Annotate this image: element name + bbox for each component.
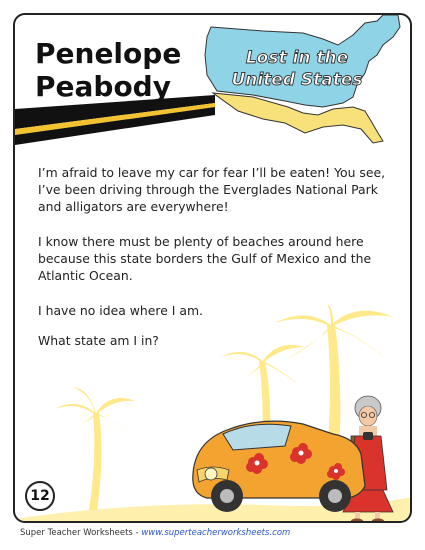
story-paragraph-4: What state am I in? <box>38 333 159 348</box>
title-line-1: Penelope <box>35 37 182 70</box>
footer-separator: - <box>132 528 142 538</box>
footer-url-link[interactable]: www.superteacherworksheets.com <box>141 528 291 538</box>
footer <box>20 528 290 538</box>
yellow-convertible-car <box>193 421 365 512</box>
road-stripes <box>15 93 215 145</box>
story-paragraph-1: I’m afraid to leave my car for fear I’ll be eaten! You see, I’ve been driving through the Everglades National Park and alligators are everywhere! <box>38 165 386 214</box>
car-and-penelope-illustration <box>183 390 412 523</box>
worksheet-card <box>13 13 412 523</box>
page-number: 12 <box>30 488 50 504</box>
title-line-2: Peabody <box>35 70 171 103</box>
us-map-illustration <box>193 15 412 145</box>
story-paragraph-3: I have no idea where I am. <box>38 303 203 318</box>
map-caption-line-1: Lost in the <box>245 48 349 68</box>
footer-brand: Super Teacher Worksheets <box>20 528 133 538</box>
map-caption-line-2: United States <box>231 70 363 90</box>
page-number-badge <box>25 481 55 511</box>
story-paragraph-2: I know there must be plenty of beaches around here because this state borders the Gulf of Mexico and the Atlantic Ocean. <box>38 234 372 283</box>
